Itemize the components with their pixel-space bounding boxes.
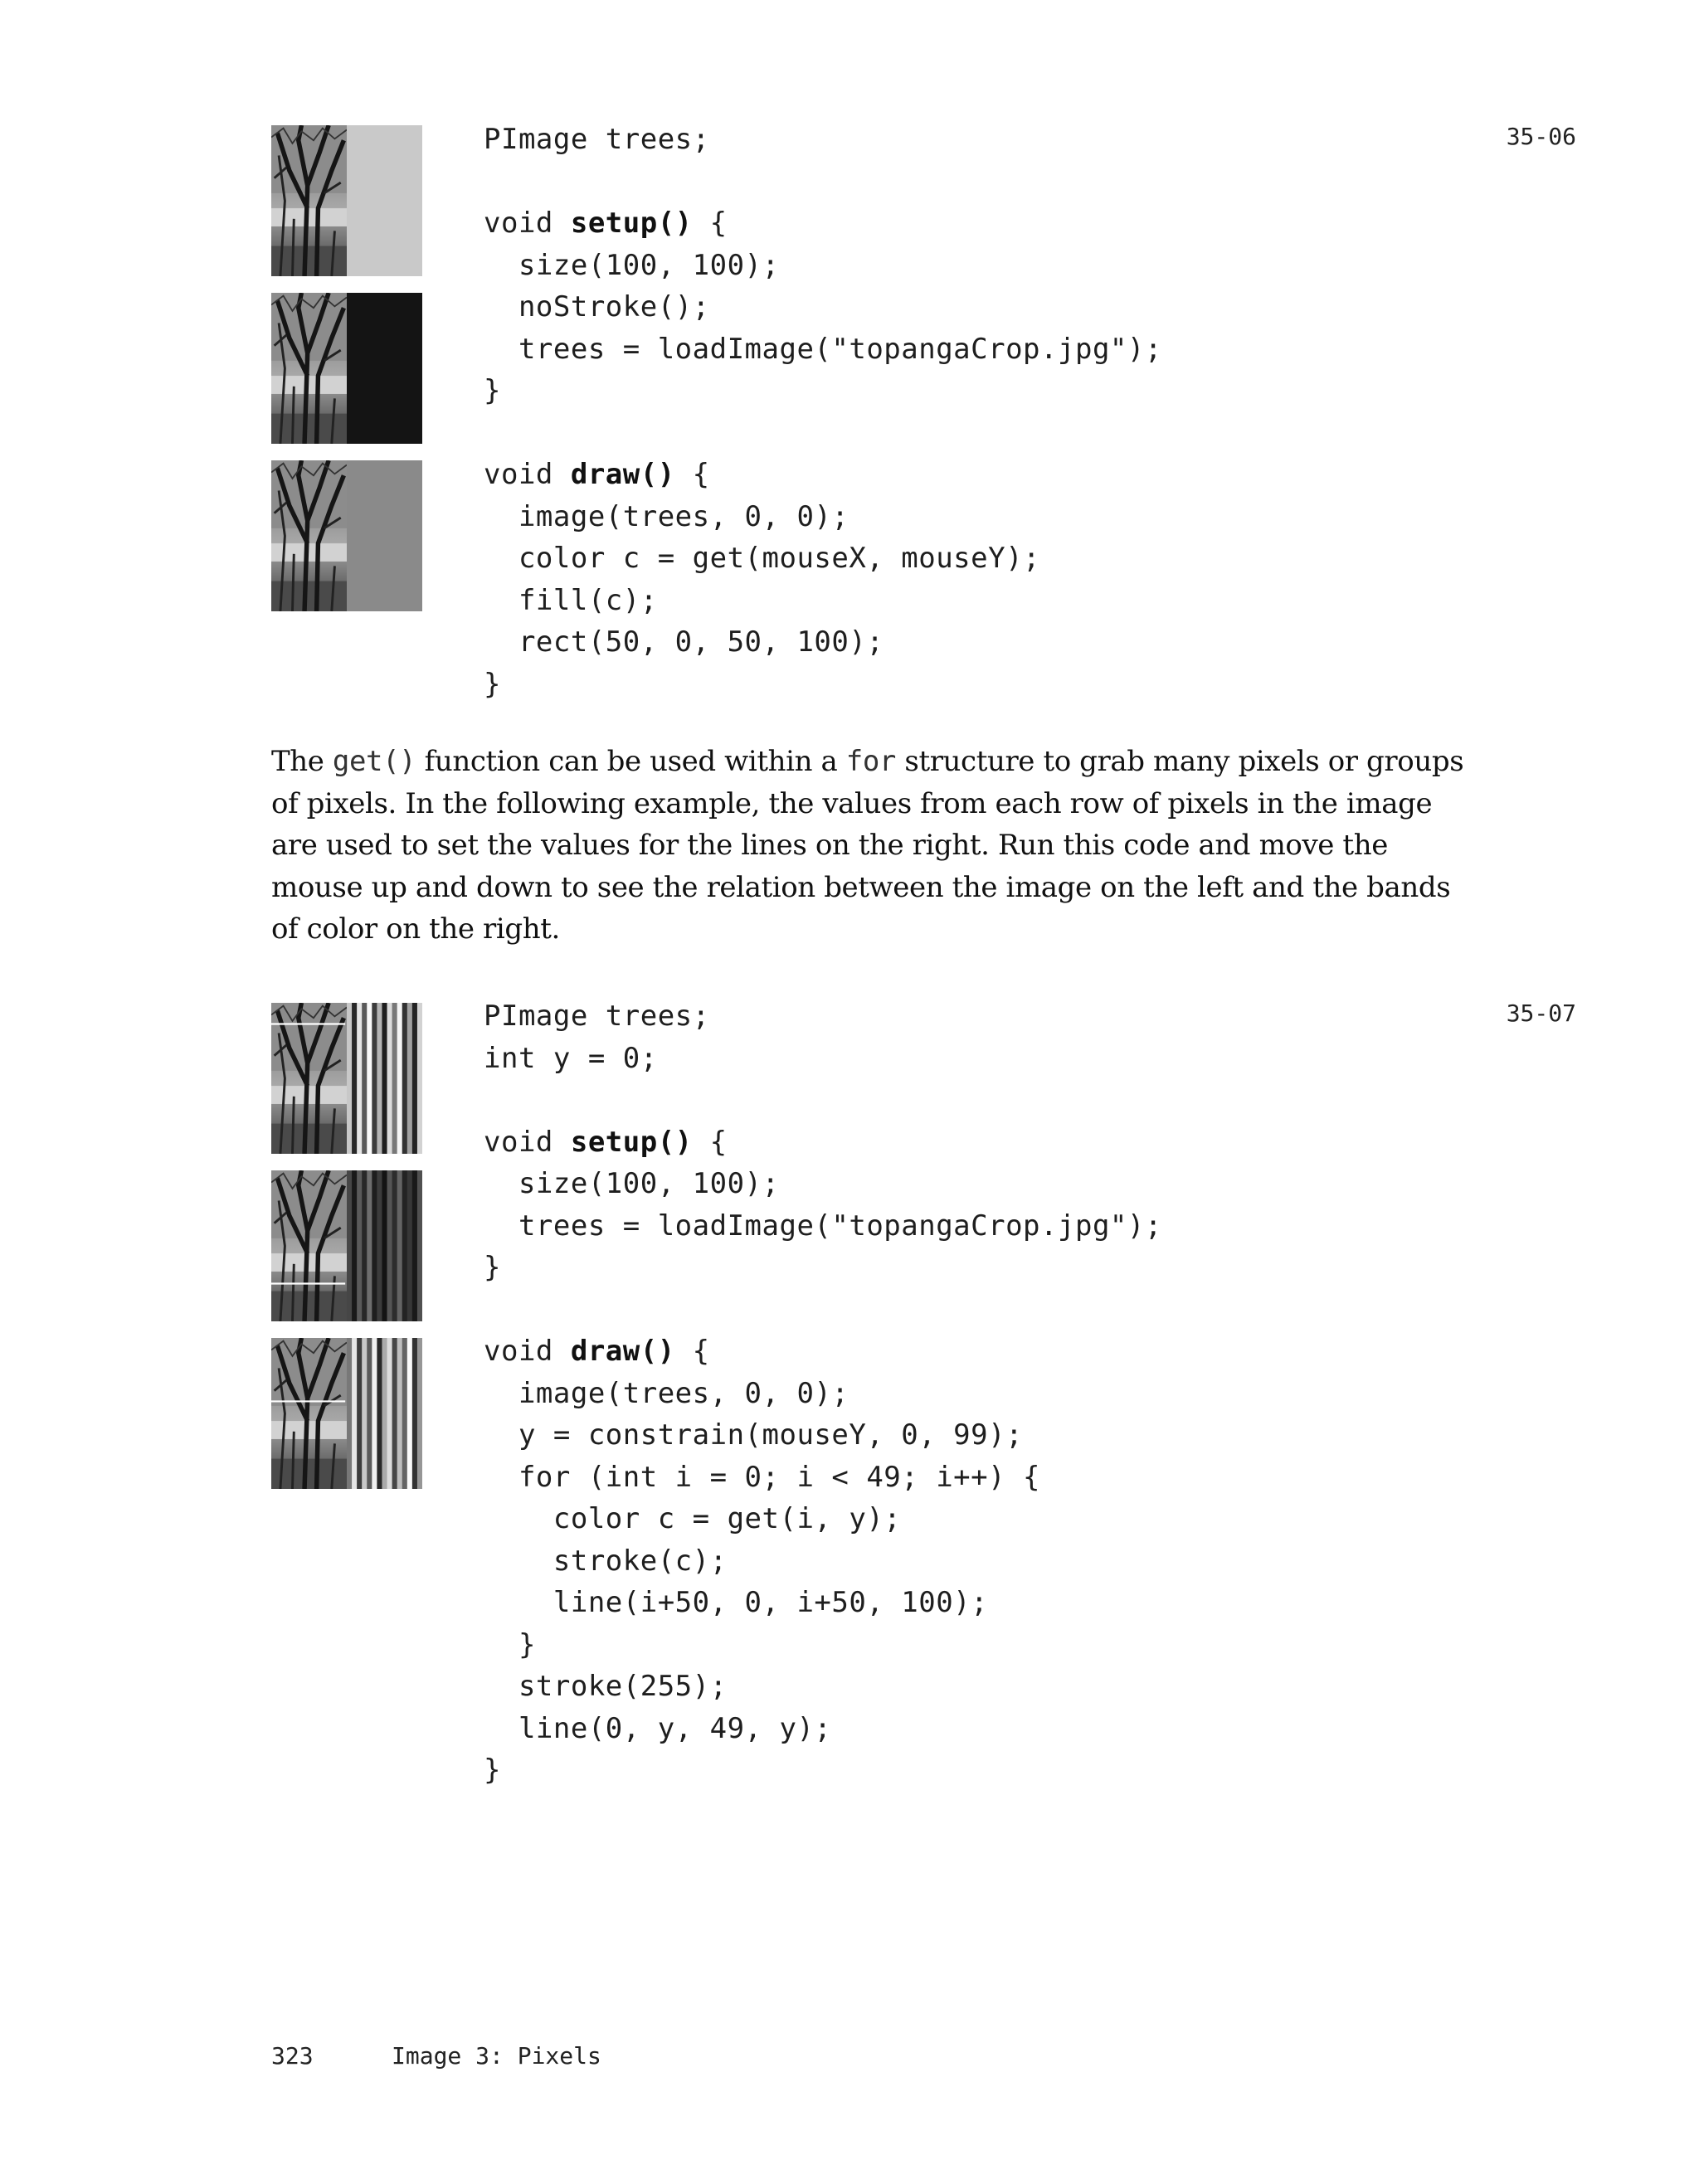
color-band — [402, 1003, 408, 1154]
example-number: 35-06 — [1506, 123, 1576, 150]
color-bands — [347, 1338, 422, 1489]
color-band — [412, 1170, 418, 1321]
code-line: trees = loadImage("topangaCrop.jpg"); — [484, 1209, 1162, 1243]
sketch-output-image — [271, 1170, 422, 1321]
sketch-output-image — [271, 293, 422, 444]
color-band — [377, 1338, 382, 1489]
color-band — [387, 1003, 393, 1154]
code-line — [484, 161, 1162, 203]
code-line: noStroke(); — [484, 290, 710, 323]
color-band — [367, 1170, 372, 1321]
code-line: color c = get(i, y); — [484, 1502, 902, 1535]
code-line: for (int i = 0; i < 49; i++) { — [484, 1460, 1041, 1494]
thumbnail — [271, 293, 422, 444]
code-line: void draw() { — [484, 458, 710, 491]
code-line: int y = 0; — [484, 1041, 658, 1075]
example-number: 35-07 — [1506, 1000, 1576, 1027]
inline-code: for — [845, 745, 896, 778]
color-band — [352, 1003, 358, 1154]
color-band — [402, 1170, 408, 1321]
code-line — [484, 1289, 1162, 1331]
color-band — [347, 1338, 353, 1489]
code-line: void setup() { — [484, 207, 728, 240]
color-band — [362, 1003, 368, 1154]
code-line: } — [484, 374, 501, 407]
sketch-output-image — [271, 460, 422, 611]
color-band — [392, 1338, 398, 1489]
code-line: PImage trees; — [484, 1000, 710, 1033]
color-band — [357, 1170, 363, 1321]
sampled-color-rect — [347, 460, 422, 611]
color-band — [387, 1338, 393, 1489]
color-band — [382, 1003, 387, 1154]
thumbnail — [271, 1003, 422, 1154]
color-band — [392, 1003, 398, 1154]
color-band — [417, 1338, 422, 1489]
sampled-color-rect — [347, 125, 422, 276]
code-line: PImage trees; — [484, 123, 710, 156]
code-line: } — [484, 1754, 501, 1787]
color-band — [412, 1003, 418, 1154]
code-line: size(100, 100); — [484, 248, 780, 282]
code-line: rect(50, 0, 50, 100); — [484, 625, 884, 659]
color-band — [402, 1338, 408, 1489]
thumbnail — [271, 460, 422, 611]
code-block — [484, 119, 1162, 705]
color-band — [417, 1170, 422, 1321]
body-paragraph: The get() function can be used within a for structure to grab many pixels or groups of pixels. In the following example, the values from each row of pixels in the image are used to set the values for the lines on the right. Run this code and move the mouse up and down to see the relation between the image on the left and the bands of color on the right. — [271, 745, 1464, 946]
thumbnail — [271, 1170, 422, 1321]
code-line: image(trees, 0, 0); — [484, 499, 850, 533]
sketch-output-image — [271, 1338, 422, 1489]
color-band — [347, 1003, 353, 1154]
code-line: color c = get(mouseX, mouseY); — [484, 542, 1041, 575]
color-band — [407, 1170, 413, 1321]
color-band — [382, 1170, 387, 1321]
code-line: stroke(255); — [484, 1670, 728, 1703]
code-line: } — [484, 1251, 501, 1284]
code-line: void draw() { — [484, 1335, 710, 1368]
code-line: void setup() { — [484, 1125, 728, 1159]
page-number: 323 — [271, 2042, 314, 2070]
color-band — [357, 1338, 363, 1489]
color-band — [417, 1003, 422, 1154]
color-band — [372, 1338, 377, 1489]
code-line: line(i+50, 0, i+50, 100); — [484, 1586, 989, 1619]
color-band — [377, 1003, 382, 1154]
color-band — [347, 1170, 353, 1321]
inline-code: get() — [332, 745, 416, 778]
color-band — [397, 1003, 403, 1154]
color-band — [407, 1003, 413, 1154]
sketch-output-image — [271, 1003, 422, 1154]
color-band — [357, 1003, 363, 1154]
color-band — [372, 1170, 377, 1321]
color-band — [372, 1003, 377, 1154]
code-line — [484, 1079, 1162, 1121]
code-line — [484, 412, 1162, 455]
code-line: line(0, y, 49, y); — [484, 1711, 832, 1745]
code-block — [484, 995, 1162, 1792]
code-line: } — [484, 1627, 536, 1661]
color-band — [352, 1338, 358, 1489]
code-line: fill(c); — [484, 583, 658, 617]
sketch-output-image — [271, 125, 422, 276]
color-band — [397, 1170, 403, 1321]
color-band — [387, 1170, 393, 1321]
color-band — [392, 1170, 398, 1321]
code-line: } — [484, 667, 501, 701]
code-line: image(trees, 0, 0); — [484, 1376, 850, 1410]
color-band — [367, 1003, 372, 1154]
color-band — [362, 1170, 368, 1321]
code-line: stroke(c); — [484, 1544, 728, 1578]
code-line: trees = loadImage("topangaCrop.jpg"); — [484, 332, 1162, 366]
color-band — [412, 1338, 418, 1489]
thumbnail — [271, 1338, 422, 1489]
color-band — [377, 1170, 382, 1321]
thumbnail — [271, 125, 422, 276]
code-line: y = constrain(mouseY, 0, 99); — [484, 1418, 1024, 1452]
color-band — [397, 1338, 403, 1489]
code-line: size(100, 100); — [484, 1167, 780, 1200]
color-band — [367, 1338, 372, 1489]
color-bands — [347, 1170, 422, 1321]
color-band — [352, 1170, 358, 1321]
color-band — [362, 1338, 368, 1489]
sampled-color-rect — [347, 293, 422, 444]
color-band — [382, 1338, 387, 1489]
color-bands — [347, 1003, 422, 1154]
running-header: Image 3: Pixels — [392, 2042, 601, 2070]
color-band — [407, 1338, 413, 1489]
